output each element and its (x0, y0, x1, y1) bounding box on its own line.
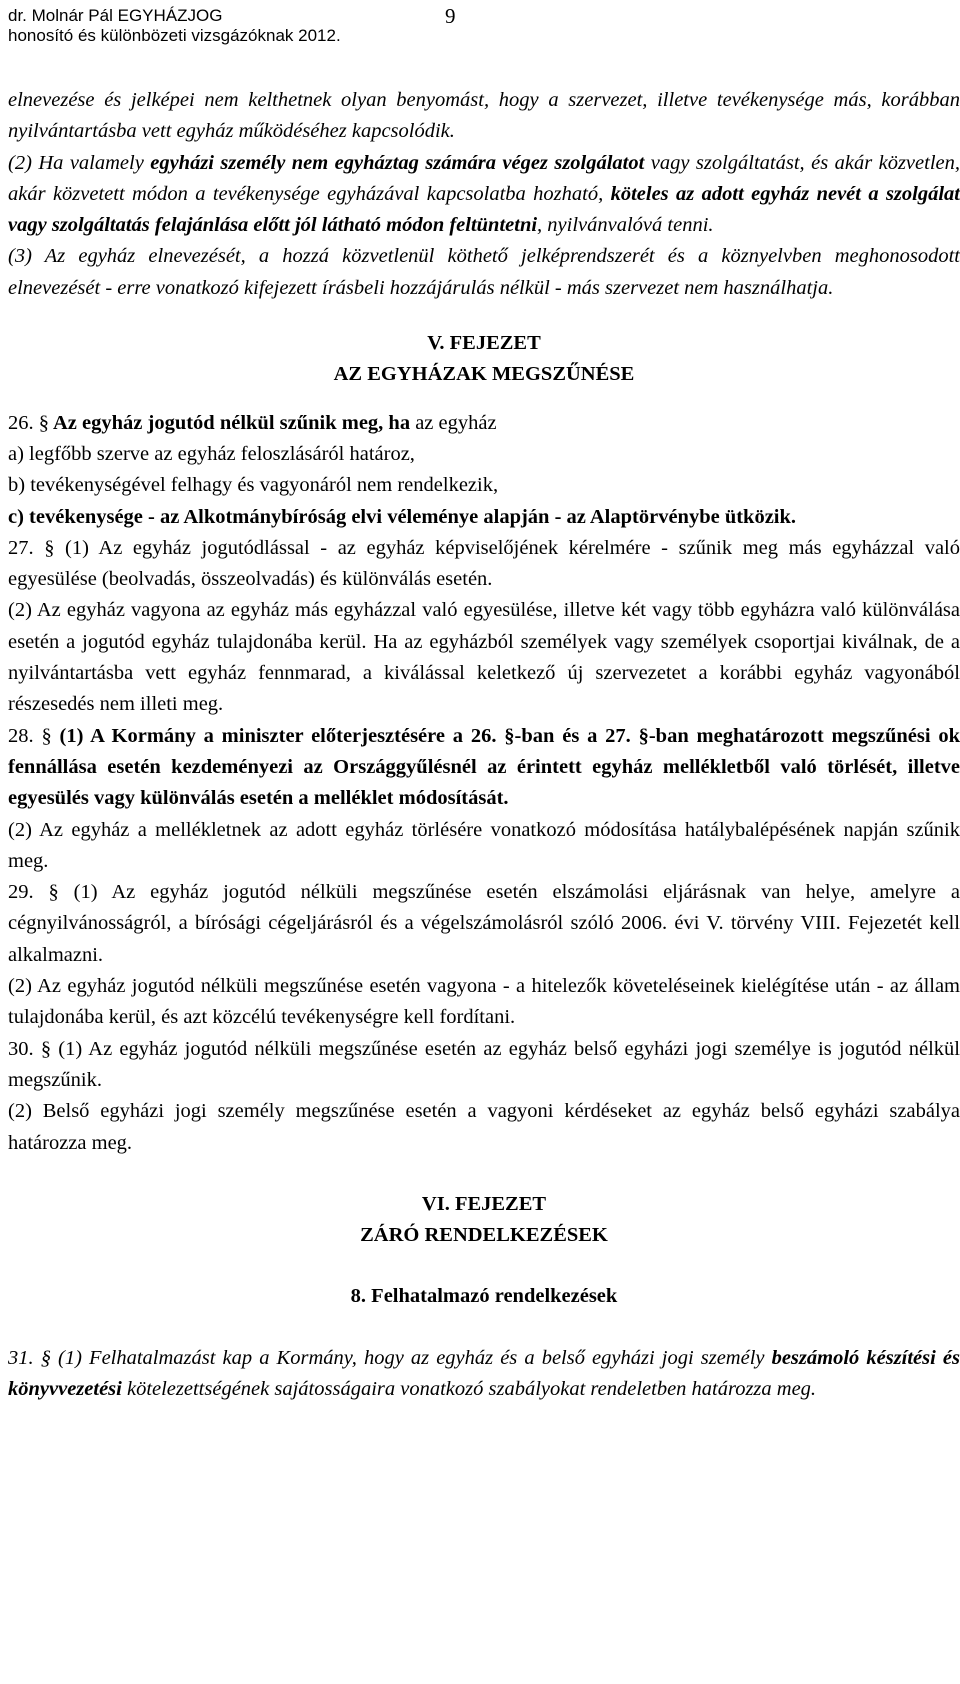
text-run: , nyilvánvalóvá tenni. (537, 214, 714, 237)
section-29-p2: (2) Az egyház jogutód nélküli megszűnése esetén vagyona - a hitelezők követeléseinek kielégítése után - az állam tulajdonába kerül, és azt közcélú tevékenységre kell fordítani. (8, 975, 960, 1029)
text-run-bold: egyházi személy nem egyháztag számára végez szolgálatot (150, 151, 645, 174)
chapter-6-number: VI. FEJEZET (421, 1192, 547, 1215)
text-run: vagy szolgáltatást, és akár közvetlen, akár közvetett módon a tevékenysége egyházával kapcsolatba hozható, (8, 151, 960, 205)
page-number: 9 (445, 4, 456, 28)
section-31-p1 (8, 1343, 960, 1406)
text-run-bold: köteles az adott egyház nevét a szolgálat vagy szolgáltatás felajánlása előtt jól látható módon feltüntetni (8, 182, 960, 237)
text-run-bold: Az egyház jogutód nélkül szűnik meg, ha (49, 411, 411, 434)
header-subtitle: honosító és különbözeti vizsgázóknak 2012. (8, 26, 341, 45)
chapter-5-number: V. FEJEZET (427, 332, 541, 355)
section-sign: § (48, 881, 59, 904)
text-run-bold: beszámoló készítési és könyvvezetési (8, 1346, 960, 1400)
section-26-a: a) legfőbb szerve az egyház feloszlásáról határoz, (8, 442, 415, 465)
section-sign: § (44, 536, 55, 559)
section-26-intro (8, 408, 960, 439)
text-run-bold: -ban és a 27. (514, 724, 639, 747)
text-run: (1) Az egyház jogutód nélküli megszűnése esetén az egyház belső egyházi jogi személye is jogutód nélkül megszűnik. (8, 1037, 960, 1091)
document-page (8, 0, 960, 1684)
text-run-bold: -ban meghatározott megszűnési ok fennállása esetén kezdeményezi az Országgyűlésnél az érintett egyház mellékletből való törlését, illetve egyesülés vagy különválás esetén a melléklet módosítását. (8, 724, 960, 810)
section-29-p1 (8, 877, 960, 971)
section-number: 29. (8, 881, 49, 904)
section-27-p1 (8, 533, 960, 596)
text-run: (1) Az egyház jogutód nélküli megszűnése esetén elszámolási eljárásnak van helye, amelyre a cégnyilvánosságról, a bírósági cégeljárásról és a végelszámolásról szóló 2006. évi V. törvény VIII. Fejezetét kell alkalmazni. (8, 881, 960, 966)
text-run: (2) Ha valamely (8, 151, 151, 174)
section-28-p1 (8, 721, 960, 815)
section-sign: § (40, 1346, 51, 1369)
section-number: 30. (8, 1037, 41, 1060)
text-run: (1) Az egyház jogutódlással - az egyház képviselőjének kérelmére - szűnik meg más egyházzal való egyesülése (beolvadás, összeolvadás) és különválás esetén. (8, 536, 960, 591)
section-sign: § (38, 411, 49, 434)
section-27-p2: (2) Az egyház vagyona az egyház más egyházzal való egyesülése, illetve két vagy több egyházra való különválása esetén a jogutód egyház tulajdonába kerül. Ha az egyházból személyek vagy személyek csoportjai kiválnak, de a nyilvántartásba vett egyház fennmarad, a kiválással keletkező új szervezetet a korábbi egyház vagyonából részesedés nem illeti meg. (8, 599, 960, 716)
section-number: 31. (8, 1346, 41, 1369)
section-sign: § (638, 724, 649, 747)
text-run: (1) Felhatalmazást kap a Kormány, hogy az egyház és a belső egyházi jogi személy (50, 1346, 772, 1369)
section-sign: § (504, 724, 515, 747)
section-sign: § (40, 1037, 52, 1060)
section-28-p2: (2) Az egyház a mellékletnek az adott egyház törlésére vonatkozó módosítása hatálybalépésének napján szűnik meg. (8, 818, 960, 872)
paragraph-2 (8, 148, 960, 242)
text-run: kötelezettségének sajátosságaira vonatkozó szabályokat rendeletben határozza meg. (121, 1377, 817, 1400)
text-run: az egyház (410, 411, 497, 434)
section-number: 28. (8, 724, 42, 747)
section-26-c: c) tevékenysége - az Alkotmánybíróság elvi véleménye alapján - az Alaptörvénybe ütközik. (8, 505, 797, 528)
section-number: 26. (8, 411, 39, 434)
section-30-p2: (2) Belső egyházi jogi személy megszűnése esetén a vagyoni kérdéseket az egyház belső egyházi szabálya határozza meg. (8, 1100, 960, 1154)
document-body (8, 85, 960, 1405)
chapter-6-title: ZÁRÓ RENDELKEZÉSEK (360, 1224, 608, 1247)
section-sign: § (41, 724, 52, 747)
section-26-b: b) tevékenységével felhagy és vagyonáról nem rendelkezik, (8, 474, 499, 497)
text-run-bold: (1) A Kormány a miniszter előterjesztésére a 26. (51, 724, 505, 747)
section-number: 27. (8, 536, 45, 559)
subtitle-8: 8. Felhatalmazó rendelkezések (350, 1285, 618, 1308)
section-30-p1 (8, 1034, 960, 1097)
chapter-5-title: AZ EGYHÁZAK MEGSZŰNÉSE (333, 363, 635, 386)
header-author: dr. Molnár Pál EGYHÁZJOG (8, 6, 223, 25)
paragraph-continued: elnevezése és jelképei nem kelthetnek olyan benyomást, hogy a szervezet, illetve tevékenysége más, korábban nyilvántartásba vett egyház működéséhez kapcsolódik. (8, 89, 960, 143)
paragraph-3: (3) Az egyház elnevezését, a hozzá közvetlenül köthető jelképrendszerét és a köznyelvben meghonosodott elnevezését - erre vonatkozó kifejezett írásbeli hozzájárulás nélkül - más szervezet nem használhatja. (8, 245, 960, 299)
